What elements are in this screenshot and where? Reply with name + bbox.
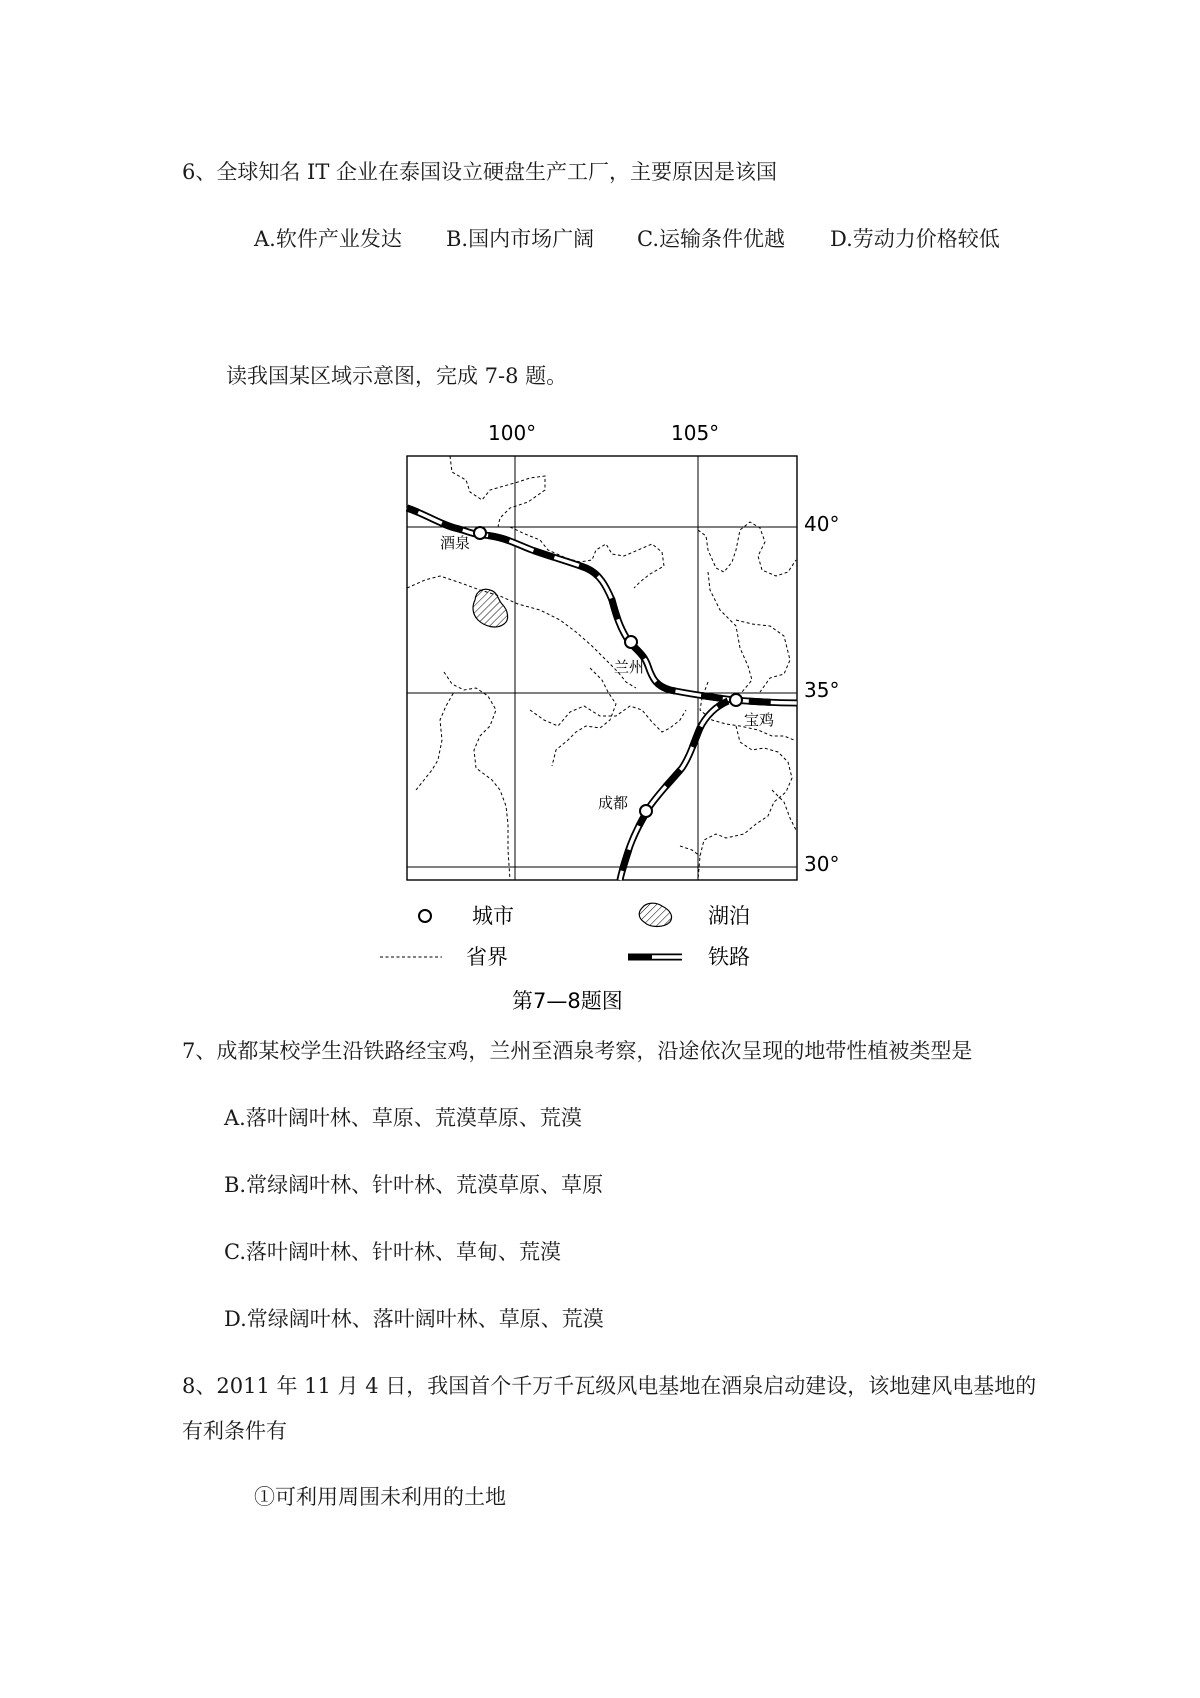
rail2-dashes [620,701,728,880]
rail2-core [620,701,728,880]
province-boundaries [407,456,796,880]
question-7-option-a[interactable]: A.落叶阔叶林、草原、荒漠草原、荒漠 [224,1106,582,1130]
legend-lake-label: 湖泊 [708,904,750,928]
city-label-lanzhou: 兰州 [614,658,645,676]
legend-city-icon [419,910,431,922]
latitude-label-30: 30° [804,852,840,876]
map-frame [407,456,797,880]
question-7-option-c[interactable]: C.落叶阔叶林、针叶林、草甸、荒漠 [224,1240,561,1264]
question-6-option-b[interactable]: B.国内市场广阔 [446,227,595,251]
longitude-label-100: 100° [488,421,537,445]
city-label-jiuquan: 酒泉 [440,534,471,552]
question-7-option-d[interactable]: D.常绿阔叶林、落叶阔叶林、草原、荒漠 [224,1307,604,1331]
city-markers [474,527,742,817]
question-8-item-1: ①可利用周围未利用的土地 [254,1485,506,1509]
map-legend [380,903,750,969]
city-label-chengdu: 成都 [598,794,629,812]
city-marker-baoji [730,694,742,706]
city-label-baoji: 宝鸡 [744,711,775,729]
longitude-label-105: 105° [671,421,720,445]
question-7-stem: 7、成都某校学生沿铁路经宝鸡，兰州至酒泉考察，沿途依次呈现的地带性植被类型是 [182,1039,973,1063]
question-8-stem-line-2: 有利条件有 [182,1419,287,1443]
lake-shape [473,589,508,627]
question-6-option-c[interactable]: C.运输条件优越 [637,227,785,251]
region-map-figure [380,410,860,1015]
question-6-stem: 6、全球知名 IT 企业在泰国设立硬盘生产工厂，主要原因是该国 [182,160,778,184]
legend-railway-label: 铁路 [708,945,750,969]
map-intro-text: 读我国某区域示意图，完成 7-8 题。 [226,364,568,388]
legend-boundary-label: 省界 [466,945,508,969]
question-8-stem-line-1: 8、2011 年 11 月 4 日，我国首个千万千瓦级风电基地在酒泉启动建设，该地建风电基地的 [182,1374,1037,1398]
latitude-label-40: 40° [804,512,840,536]
question-6-option-d[interactable]: D.劳动力价格较低 [830,227,1000,251]
latitude-label-35: 35° [804,678,840,702]
question-7-option-b[interactable]: B.常绿阔叶林、针叶林、荒漠草原、草原 [224,1173,604,1197]
legend-lake-icon [639,903,671,926]
city-marker-jiuquan [474,527,486,539]
city-marker-lanzhou [625,636,637,648]
city-marker-chengdu [640,805,652,817]
question-6-option-a[interactable]: A.软件产业发达 [254,227,402,251]
map-caption: 第7—8题图 [512,989,623,1013]
legend-city-label: 城市 [472,904,514,928]
